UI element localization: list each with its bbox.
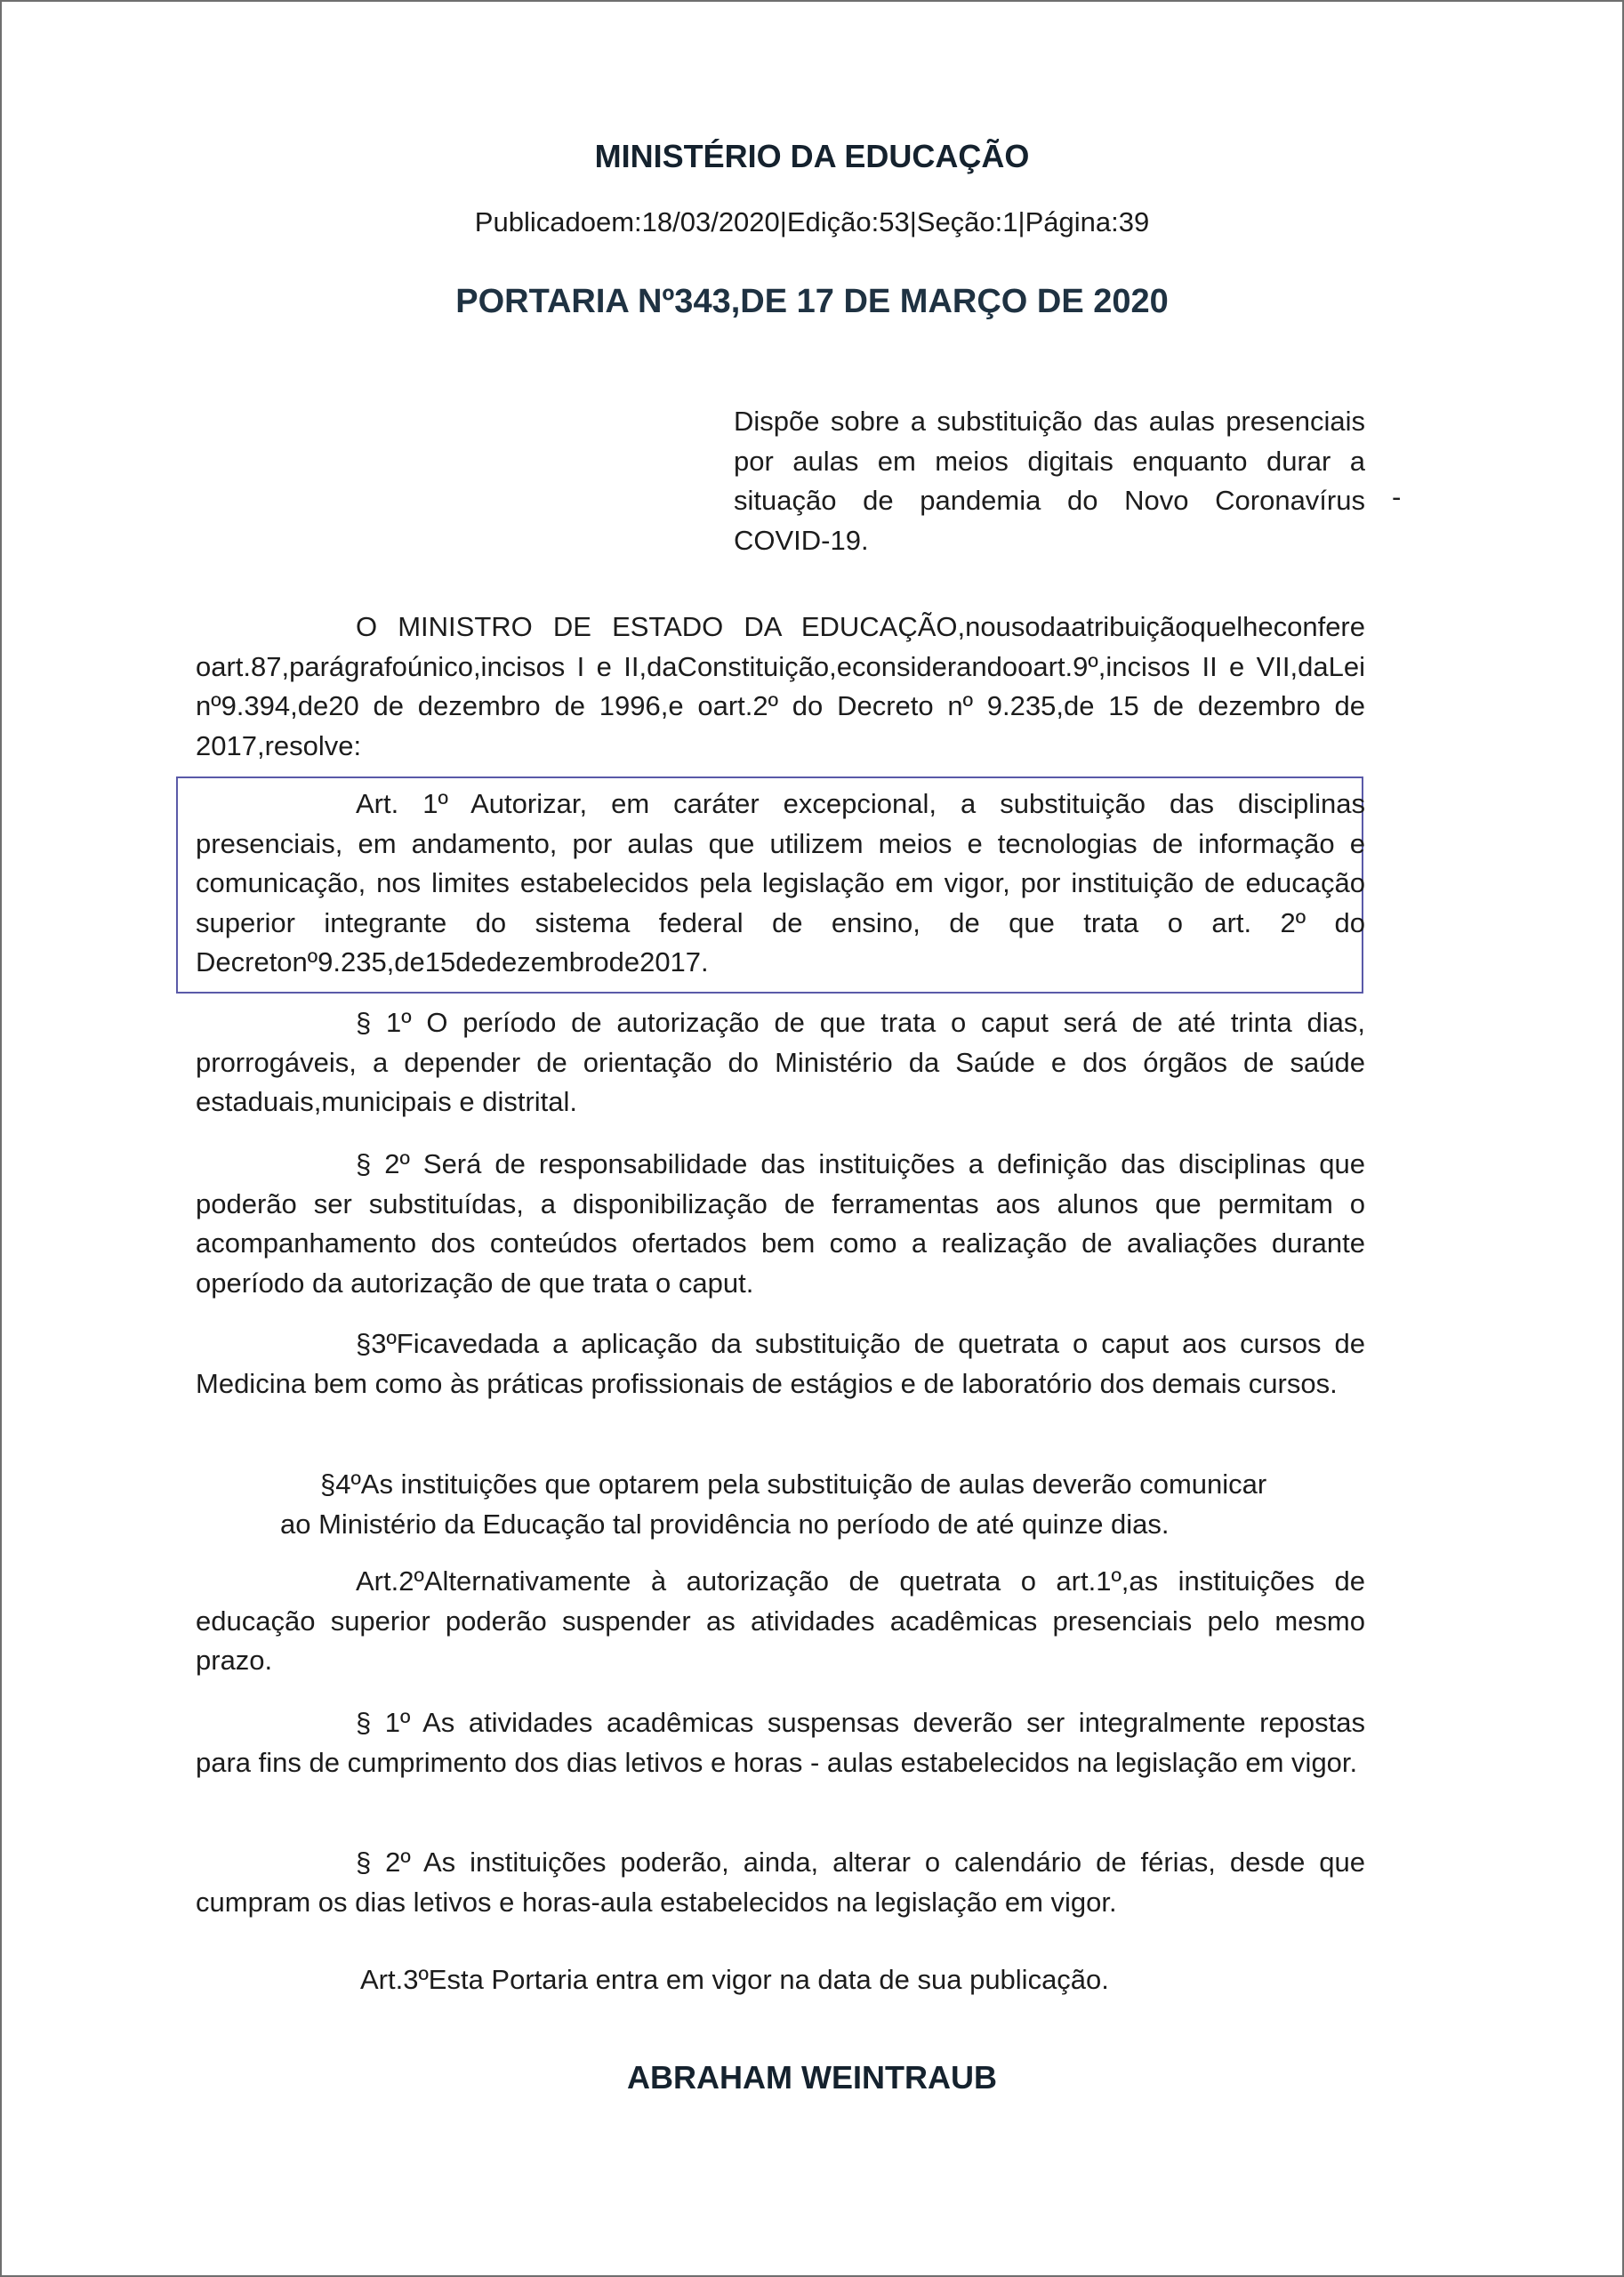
art1-p4-line2: ao Ministério da Educação tal providência no período de até quinze dias. (280, 1508, 1170, 1540)
signature: ABRAHAM WEINTRAUB (627, 2059, 997, 2096)
art2-text: Art.2ºAlternativamente à autorização de quetrata o art.1º,as instituições de educação superior poderão suspender as atividades acadêmicas presenciais pelo mesmo prazo. (196, 1565, 1365, 1676)
portaria-title: PORTARIA Nº343,DE 17 DE MARÇO DE 2020 (455, 283, 1169, 320)
art1-paragraph-1 (196, 1003, 1365, 1122)
art1-text: Art. 1º Autorizar, em caráter excepcional, a substituição das disciplinas presenciais, em andamento, por aulas que utilizem meios e tecnologias de informação e comunicação, nos limites estabelecidos pela legislação em vigor, por instituição de educação superior integrante do sistema federal de ensino, de que trata o art. 2º do Decretonº9.235,de15dedezembrode2017. (196, 788, 1365, 978)
preamble-paragraph (196, 607, 1365, 766)
art1-paragraph-2 (196, 1145, 1365, 1303)
art2-p1-text: § 1º As atividades acadêmicas suspensas deverão ser integralmente repostas para fins de cumprimento dos dias letivos e horas - aulas estabelecidos na legislação em vigor. (196, 1707, 1365, 1778)
preamble-text: O MINISTRO DE ESTADO DA EDUCAÇÃO,nousodaatribuiçãoquelheconfere oart.87,parágrafoúnico,incisos I e II,daConstituição,econsiderandooart.9º,incisos II e VII,daLei nº9.394,de20 de dezembro de 1996,e oart.2º do Decreto nº 9.235,de 15 de dezembro de 2017,resolve: (196, 611, 1365, 761)
art1-paragraph-4 (280, 1465, 1387, 1544)
art1-p4-line1: §4ºAs instituições que optarem pela substituição de aulas deverão comunicar (320, 1468, 1267, 1500)
art1-paragraph-3 (196, 1324, 1365, 1404)
art2-paragraph-2 (196, 1843, 1365, 1922)
art2-paragraph-1 (196, 1703, 1365, 1782)
art1-p2-text: § 2º Será de responsabilidade das instituições a definição das disciplinas que poderão ser substituídas, a disponibilização de ferramentas aos alunos que permitam o acompanhamento dos conteúdos ofertados bem como a realização de avaliações durante operíodo da autorização de que trata o caput. (196, 1148, 1365, 1299)
art2-paragraph (196, 1562, 1365, 1681)
art1-p1-text: § 1º O período de autorização de que trata o caput será de até trinta dias, prorrogáveis, a depender de orientação do Ministério da Saúde e dos órgãos de saúde estaduais,municipais e distrital. (196, 1007, 1365, 1117)
ministry-header: MINISTÉRIO DA EDUCAÇÃO (594, 138, 1030, 174)
art3-paragraph: Art.3ºEsta Portaria entra em vigor na data de sua publicação. (360, 1964, 1109, 1995)
ementa-dash: - (1392, 481, 1402, 512)
publication-info: Publicadoem:18/03/2020|Edição:53|Seção:1|Página:39 (474, 206, 1150, 237)
art1-paragraph (196, 784, 1365, 983)
ementa: Dispõe sobre a substituição das aulas presenciais por aulas em meios digitais enquanto durar a situação de pandemia do Novo Coronavírus COVID-19. (734, 406, 1365, 556)
art2-p2-text: § 2º As instituições poderão, ainda, alterar o calendário de férias, desde que cumpram os dias letivos e horas-aula estabelecidos na legislação em vigor. (196, 1847, 1365, 1918)
art1-p3-text: §3ºFicavedada a aplicação da substituição de quetrata o caput aos cursos de Medicina bem como às práticas profissionais de estágios e de laboratório dos demais cursos. (196, 1328, 1365, 1399)
